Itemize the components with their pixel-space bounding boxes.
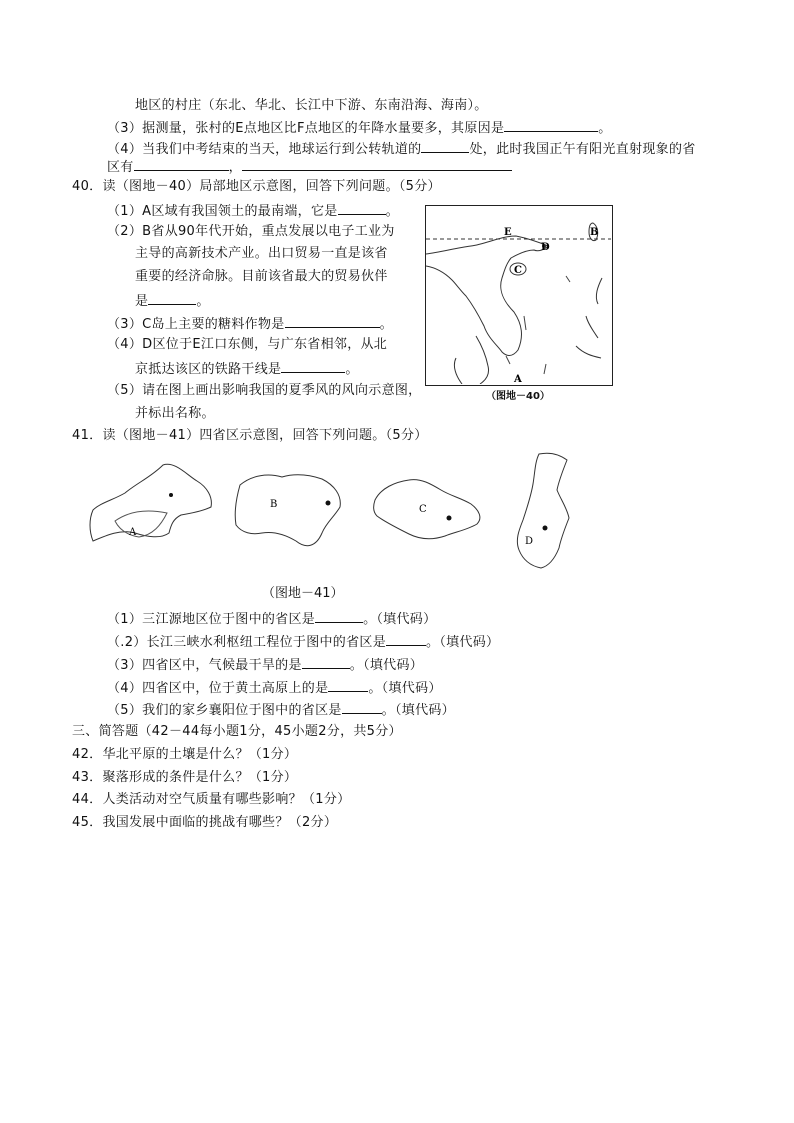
province-c-map: [365, 470, 490, 555]
islands-east: [576, 278, 602, 358]
map-40-drawing: [426, 206, 611, 384]
small-islands: [506, 276, 570, 374]
answer-blank[interactable]: [328, 677, 368, 692]
q41-item1: [107, 608, 436, 630]
province-c-outline: [374, 480, 480, 539]
q41-item1-end: 。（填代码）: [363, 612, 437, 627]
answer-blank[interactable]: [302, 654, 350, 669]
q40-item4-b-text: 京抵达该区的铁路干线是: [135, 362, 282, 377]
basin-outline: [115, 511, 167, 537]
province-a-outline: [90, 464, 211, 541]
q40-item2-a: （2）B省从90年代开始，重点发展以电子工业为: [107, 224, 395, 239]
answer-blank[interactable]: [285, 313, 380, 328]
q40-item5-b: 并标出名称。: [135, 406, 215, 421]
q40-item2-d-end: 。: [196, 294, 210, 309]
q41-item5: [107, 699, 455, 721]
q40-item1: [107, 200, 399, 222]
q42: 42．华北平原的土壤是什么？（1分）: [72, 747, 298, 762]
answer-blank[interactable]: [242, 156, 512, 171]
q40-item4-a: （4）D区位于E江口东侧，与广东省相邻，从北: [107, 337, 388, 352]
q40-item3: [107, 313, 393, 335]
q40-item2-c: 重要的经济命脉。目前该省最大的贸易伙伴: [135, 269, 388, 284]
province-d-label: D: [525, 536, 534, 547]
q40-item4-b: [135, 358, 359, 380]
q39-item4-mid: 处，此时我国正午有阳光直射现象的省: [469, 142, 696, 157]
province-a-label: A: [129, 527, 137, 538]
capital-dot: [326, 501, 331, 506]
label-d: D: [541, 242, 550, 253]
peninsula: [476, 336, 489, 384]
q40-item1-end: 。: [385, 204, 399, 219]
answer-blank[interactable]: [315, 608, 363, 623]
q41-item4-end: 。（填代码）: [368, 681, 442, 696]
q41-item2-text: （.2）长江三峡水利枢纽工程位于图中的省区是: [107, 635, 387, 650]
q40-item2-d-text: 是: [135, 294, 149, 309]
q41-item1-text: （1）三江源地区位于图中的省区是: [107, 612, 316, 627]
q44: 44．人类活动对空气质量有哪些影响？（1分）: [72, 792, 351, 807]
q40-item5-a: （5）请在图上画出影响我国的夏季风的风向示意图，: [107, 383, 422, 398]
q39-comma: ，: [228, 160, 242, 175]
capital-dot: [447, 516, 452, 521]
label-a: A: [514, 374, 522, 384]
answer-blank[interactable]: [148, 290, 196, 305]
answer-blank[interactable]: [342, 699, 382, 714]
q39-item3-end: 。: [598, 121, 612, 136]
answer-blank[interactable]: [386, 631, 426, 646]
map-40[interactable]: [425, 205, 613, 386]
province-c-label: C: [419, 504, 427, 515]
capital-dot: [543, 526, 548, 531]
q41-item3-end: 。（填代码）: [349, 658, 424, 673]
q41-item5-text: （5）我们的家乡襄阳位于图中的省区是: [107, 703, 342, 718]
q45: 45．我国发展中面临的挑战有哪些？（2分）: [72, 815, 338, 830]
q40-item4-b-end: 。: [345, 362, 359, 377]
province-d-outline: [517, 453, 569, 568]
map-41-caption: （图地－41）: [262, 586, 344, 601]
q43: 43．聚落形成的条件是什么？（1分）: [72, 770, 298, 785]
label-e: E: [504, 227, 512, 238]
q41-item2: [107, 631, 499, 653]
q41-item3: [107, 654, 423, 676]
answer-blank[interactable]: [504, 117, 598, 132]
q41-item3-text: （3）四省区中，气候最干旱的是: [107, 658, 302, 673]
q40-item3-end: 。: [379, 317, 393, 332]
answer-blank[interactable]: [338, 200, 386, 215]
q41-title: 41．读（图地－41）四省区示意图，回答下列问题。（5分）: [72, 428, 428, 443]
label-b: B: [590, 227, 599, 238]
island-outline: [454, 358, 462, 384]
map-40-caption: （图地－40）: [486, 391, 550, 402]
q39-line1: 地区的村庄（东北、华北、长江中下游、东南沿海、海南）。: [135, 98, 488, 113]
section3-title: 三、简答题（42－44每小题1分，45小题2分，共5分）: [72, 724, 402, 739]
province-d-map: [505, 448, 585, 573]
capital-dot: [169, 493, 173, 497]
q41-item5-end: 。（填代码）: [381, 703, 455, 718]
q39-item3: [107, 117, 612, 139]
q40-item1-text: （1）A区域有我国领土的最南端，它是: [107, 204, 338, 219]
q40-title: 40．读（图地－40）局部地区示意图，回答下列问题。（5分）: [72, 179, 441, 194]
q41-item2-end: 。（填代码）: [426, 635, 500, 650]
q41-item4: [107, 677, 442, 699]
q39-item4-text: （4）当我们中考结束的当天，地球运行到公转轨道的: [107, 142, 422, 157]
answer-blank[interactable]: [281, 358, 345, 373]
q40-item3-text: （3）C岛上主要的糖料作物是: [107, 317, 285, 332]
q39-item3-text: （3）据测量，张村的E点地区比F点地区的年降水量要多，其原因是: [107, 121, 505, 136]
province-b-outline: [235, 475, 340, 546]
label-c: C: [514, 265, 522, 276]
q40-item2-d: [135, 290, 210, 312]
province-a-map: [85, 455, 220, 555]
q39-item4-cont: [107, 156, 512, 178]
q40-item2-b: 主导的高新技术产业。出口贸易一直是该省: [135, 246, 388, 261]
province-b-map: [230, 465, 350, 560]
q39-item4-cont-text: 区有: [107, 160, 134, 175]
coastline: [426, 236, 548, 356]
q41-item4-text: （4）四省区中，位于黄土高原上的是: [107, 681, 329, 696]
province-b-label: B: [270, 499, 278, 510]
answer-blank[interactable]: [134, 156, 229, 171]
answer-blank[interactable]: [421, 138, 469, 153]
